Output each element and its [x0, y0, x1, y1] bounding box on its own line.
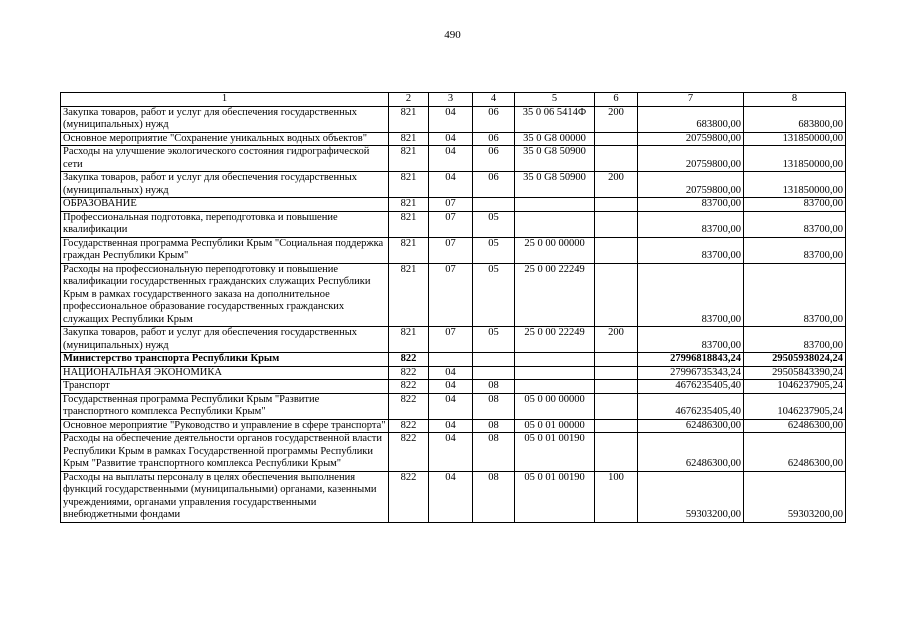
- row-subsection-code: [473, 366, 515, 380]
- row-name: Профессиональная подготовка, переподготовка и повышение квалификации: [61, 211, 389, 237]
- row-target-article: [515, 366, 595, 380]
- row-amount-2: 83700,00: [744, 237, 846, 263]
- header-cell: 5: [515, 93, 595, 107]
- row-section-code: 04: [429, 393, 473, 419]
- row-subsection-code: 06: [473, 146, 515, 172]
- row-section-code: 07: [429, 211, 473, 237]
- row-amount-1: 83700,00: [638, 263, 744, 327]
- row-amount-1: 83700,00: [638, 198, 744, 212]
- row-subsection-code: 05: [473, 263, 515, 327]
- row-amount-1: 27996818843,24: [638, 353, 744, 367]
- row-ministry-code: 821: [389, 237, 429, 263]
- table-row: [61, 380, 846, 394]
- row-expense-type: 200: [595, 327, 638, 353]
- row-section-code: 04: [429, 471, 473, 522]
- page-number: 490: [444, 29, 461, 41]
- row-amount-1: 20759800,00: [638, 146, 744, 172]
- row-ministry-code: 822: [389, 433, 429, 472]
- row-ministry-code: 822: [389, 353, 429, 367]
- row-subsection-code: 08: [473, 393, 515, 419]
- header-cell: 2: [389, 93, 429, 107]
- row-ministry-code: 822: [389, 393, 429, 419]
- row-target-article: [515, 380, 595, 394]
- row-subsection-code: 08: [473, 471, 515, 522]
- table-row: [61, 172, 846, 198]
- row-amount-2: 1046237905,24: [744, 380, 846, 394]
- row-section-code: 04: [429, 380, 473, 394]
- row-expense-type: [595, 237, 638, 263]
- row-name: Закупка товаров, работ и услуг для обеспечения государственных (муниципальных) нужд: [61, 106, 389, 132]
- row-subsection-code: 05: [473, 211, 515, 237]
- row-expense-type: [595, 146, 638, 172]
- table-row: [61, 106, 846, 132]
- row-amount-1: 683800,00: [638, 106, 744, 132]
- row-amount-1: 27996735343,24: [638, 366, 744, 380]
- table-row: [61, 237, 846, 263]
- row-target-article: 05 0 00 00000: [515, 393, 595, 419]
- header-cell: 6: [595, 93, 638, 107]
- row-expense-type: [595, 419, 638, 433]
- row-target-article: 25 0 00 22249: [515, 263, 595, 327]
- header-cell: 7: [638, 93, 744, 107]
- table-row: [61, 146, 846, 172]
- table-row: [61, 353, 846, 367]
- table-row: [61, 393, 846, 419]
- row-target-article: 05 0 01 00190: [515, 471, 595, 522]
- row-name: Министерство транспорта Республики Крым: [61, 353, 389, 367]
- row-expense-type: 100: [595, 471, 638, 522]
- row-amount-1: 83700,00: [638, 211, 744, 237]
- row-name: Основное мероприятие "Сохранение уникальных водных объектов": [61, 132, 389, 146]
- row-subsection-code: 08: [473, 419, 515, 433]
- row-subsection-code: 06: [473, 172, 515, 198]
- row-expense-type: [595, 366, 638, 380]
- row-amount-2: 59303200,00: [744, 471, 846, 522]
- row-amount-1: 4676235405,40: [638, 393, 744, 419]
- row-name: НАЦИОНАЛЬНАЯ ЭКОНОМИКА: [61, 366, 389, 380]
- row-amount-1: 20759800,00: [638, 172, 744, 198]
- row-section-code: 07: [429, 263, 473, 327]
- row-section-code: 04: [429, 419, 473, 433]
- table-row: [61, 263, 846, 327]
- row-amount-1: 62486300,00: [638, 433, 744, 472]
- row-expense-type: [595, 353, 638, 367]
- row-expense-type: [595, 132, 638, 146]
- row-amount-2: 83700,00: [744, 198, 846, 212]
- row-ministry-code: 822: [389, 419, 429, 433]
- row-name: Расходы на улучшение экологического состояния гидрографической сети: [61, 146, 389, 172]
- row-target-article: [515, 353, 595, 367]
- row-amount-2: 131850000,00: [744, 172, 846, 198]
- table-row: [61, 433, 846, 472]
- row-subsection-code: [473, 353, 515, 367]
- row-section-code: 07: [429, 198, 473, 212]
- row-section-code: 04: [429, 366, 473, 380]
- row-target-article: 05 0 01 00000: [515, 419, 595, 433]
- row-target-article: [515, 198, 595, 212]
- header-cell: 8: [744, 93, 846, 107]
- row-target-article: 35 0 G8 50900: [515, 172, 595, 198]
- row-section-code: 04: [429, 132, 473, 146]
- row-expense-type: [595, 433, 638, 472]
- row-expense-type: [595, 380, 638, 394]
- row-section-code: 07: [429, 237, 473, 263]
- header-cell: 4: [473, 93, 515, 107]
- row-ministry-code: 821: [389, 211, 429, 237]
- row-ministry-code: 821: [389, 327, 429, 353]
- row-name: Транспорт: [61, 380, 389, 394]
- row-subsection-code: 05: [473, 327, 515, 353]
- row-amount-1: 59303200,00: [638, 471, 744, 522]
- table-row: [61, 471, 846, 522]
- row-amount-1: 62486300,00: [638, 419, 744, 433]
- row-name: Государственная программа Республики Крым "Социальная поддержка граждан Республики Крым": [61, 237, 389, 263]
- row-amount-2: 29505843390,24: [744, 366, 846, 380]
- row-amount-2: 83700,00: [744, 211, 846, 237]
- row-subsection-code: 06: [473, 132, 515, 146]
- row-target-article: 35 0 06 5414Ф: [515, 106, 595, 132]
- row-amount-2: 131850000,00: [744, 132, 846, 146]
- row-target-article: 25 0 00 00000: [515, 237, 595, 263]
- row-amount-2: 29505938024,24: [744, 353, 846, 367]
- row-amount-2: 83700,00: [744, 327, 846, 353]
- row-name: ОБРАЗОВАНИЕ: [61, 198, 389, 212]
- row-amount-1: 83700,00: [638, 237, 744, 263]
- budget-table: [60, 92, 846, 523]
- row-amount-2: 131850000,00: [744, 146, 846, 172]
- row-subsection-code: 06: [473, 106, 515, 132]
- row-name: Закупка товаров, работ и услуг для обеспечения государственных (муниципальных) нужд: [61, 327, 389, 353]
- row-name: Государственная программа Республики Крым "Развитие транспортного комплекса Республики Крым": [61, 393, 389, 419]
- row-expense-type: [595, 211, 638, 237]
- row-name: Расходы на выплаты персоналу в целях обеспечения выполнения функций государственными (муниципальными) органами, казенными учреждениями, органами управления государственными внебюджетными фондами: [61, 471, 389, 522]
- row-ministry-code: 821: [389, 146, 429, 172]
- row-target-article: 05 0 01 00190: [515, 433, 595, 472]
- row-subsection-code: 05: [473, 237, 515, 263]
- row-section-code: 04: [429, 106, 473, 132]
- row-section-code: 04: [429, 433, 473, 472]
- row-name: Закупка товаров, работ и услуг для обеспечения государственных (муниципальных) нужд: [61, 172, 389, 198]
- row-amount-2: 683800,00: [744, 106, 846, 132]
- row-ministry-code: 821: [389, 198, 429, 212]
- table-row: [61, 419, 846, 433]
- row-ministry-code: 822: [389, 471, 429, 522]
- row-name: Расходы на обеспечение деятельности органов государственной власти Республики Крым в рамках Государственной программы Республики Крым "Развитие транспортного комплекса Республики Крым": [61, 433, 389, 472]
- row-expense-type: [595, 393, 638, 419]
- row-amount-2: 83700,00: [744, 263, 846, 327]
- row-expense-type: [595, 263, 638, 327]
- row-expense-type: 200: [595, 172, 638, 198]
- header-row: [61, 93, 846, 107]
- row-ministry-code: 821: [389, 263, 429, 327]
- row-amount-1: 83700,00: [638, 327, 744, 353]
- row-name: Основное мероприятие "Руководство и управление в сфере транспорта": [61, 419, 389, 433]
- header-cell: 3: [429, 93, 473, 107]
- header-cell: 1: [61, 93, 389, 107]
- table-row: [61, 198, 846, 212]
- row-expense-type: 200: [595, 106, 638, 132]
- row-section-code: 07: [429, 327, 473, 353]
- row-ministry-code: 821: [389, 132, 429, 146]
- row-ministry-code: 822: [389, 380, 429, 394]
- row-amount-2: 1046237905,24: [744, 393, 846, 419]
- row-amount-2: 62486300,00: [744, 433, 846, 472]
- table-row: [61, 132, 846, 146]
- row-expense-type: [595, 198, 638, 212]
- row-target-article: 35 0 G8 50900: [515, 146, 595, 172]
- table-row: [61, 211, 846, 237]
- row-name: Расходы на профессиональную переподготовку и повышение квалификации государственных гражданских служащих Республики Крым в рамках государственного заказа на дополнительное профессиональное образование государственных гражданских служащих Республики Крым: [61, 263, 389, 327]
- table-row: [61, 327, 846, 353]
- row-target-article: [515, 211, 595, 237]
- row-subsection-code: [473, 198, 515, 212]
- table-row: [61, 366, 846, 380]
- row-ministry-code: 822: [389, 366, 429, 380]
- row-amount-1: 4676235405,40: [638, 380, 744, 394]
- row-section-code: [429, 353, 473, 367]
- row-subsection-code: 08: [473, 433, 515, 472]
- row-subsection-code: 08: [473, 380, 515, 394]
- row-amount-2: 62486300,00: [744, 419, 846, 433]
- row-section-code: 04: [429, 172, 473, 198]
- row-ministry-code: 821: [389, 172, 429, 198]
- row-target-article: 35 0 G8 00000: [515, 132, 595, 146]
- row-target-article: 25 0 00 22249: [515, 327, 595, 353]
- row-section-code: 04: [429, 146, 473, 172]
- row-ministry-code: 821: [389, 106, 429, 132]
- row-amount-1: 20759800,00: [638, 132, 744, 146]
